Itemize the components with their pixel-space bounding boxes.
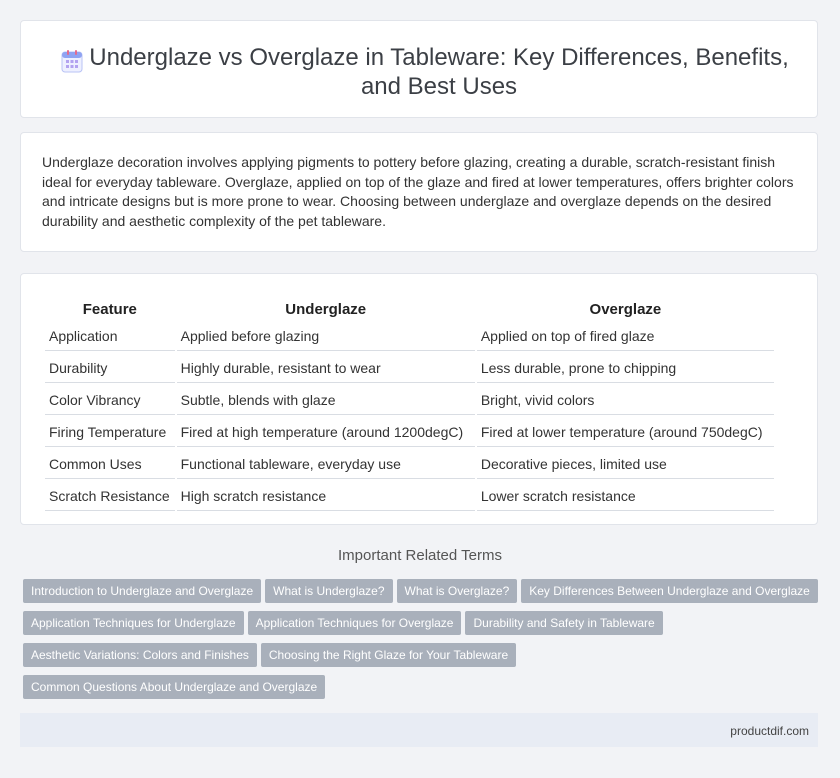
header-feature: Feature (82, 300, 137, 318)
table-row (45, 449, 774, 479)
related-tag-what-overglaze[interactable]: What is Overglaze? (397, 579, 518, 603)
underglaze-cell: Subtle, blends with glaze (177, 385, 475, 415)
related-terms-heading: Important Related Terms (338, 547, 502, 564)
overglaze-cell: Bright, vivid colors (477, 385, 774, 415)
table-row (45, 417, 774, 447)
table-row (45, 353, 774, 383)
overglaze-cell: Fired at lower temperature (around 750degC) (477, 417, 774, 447)
feature-cell: Scratch Resistance (45, 481, 175, 511)
underglaze-cell: Highly durable, resistant to wear (177, 353, 475, 383)
table-header-row (45, 298, 774, 319)
header-overglaze: Overglaze (589, 300, 662, 318)
related-tag-what-underglaze[interactable]: What is Underglaze? (265, 579, 392, 603)
underglaze-cell: Fired at high temperature (around 1200degC) (177, 417, 475, 447)
underglaze-cell: High scratch resistance (177, 481, 475, 511)
site-name[interactable]: productdif.com (730, 724, 809, 738)
calendar-icon (61, 49, 83, 73)
related-terms-list (23, 579, 823, 707)
feature-cell: Firing Temperature (45, 417, 175, 447)
feature-cell: Common Uses (45, 449, 175, 479)
related-tag-techniques-underglaze[interactable]: Application Techniques for Underglaze (23, 611, 244, 635)
header-card (20, 20, 818, 118)
feature-cell: Color Vibrancy (45, 385, 175, 415)
overglaze-cell: Applied on top of fired glaze (477, 321, 774, 351)
overglaze-cell: Less durable, prone to chipping (477, 353, 774, 383)
comparison-card (20, 273, 818, 525)
header-underglaze: Underglaze (285, 300, 367, 318)
related-tag-choosing-glaze[interactable]: Choosing the Right Glaze for Your Tableware (261, 643, 516, 667)
footer (20, 713, 818, 747)
related-tag-aesthetic-variations[interactable]: Aesthetic Variations: Colors and Finishes (23, 643, 257, 667)
overglaze-cell: Decorative pieces, limited use (477, 449, 774, 479)
intro-card (20, 132, 818, 252)
page-title: Underglaze vs Overglaze in Tableware: Key Differences, Benefits, and Best Uses (89, 44, 789, 100)
related-tag-techniques-overglaze[interactable]: Application Techniques for Overglaze (248, 611, 462, 635)
underglaze-cell: Functional tableware, everyday use (177, 449, 475, 479)
related-tag-common-questions[interactable]: Common Questions About Underglaze and Overglaze (23, 675, 325, 699)
feature-cell: Durability (45, 353, 175, 383)
overglaze-cell: Lower scratch resistance (477, 481, 774, 511)
table-row (45, 321, 774, 351)
related-tag-durability-safety[interactable]: Durability and Safety in Tableware (465, 611, 662, 635)
related-tag-intro[interactable]: Introduction to Underglaze and Overglaze (23, 579, 261, 603)
table-row (45, 481, 774, 511)
comparison-table (43, 296, 776, 513)
intro-paragraph: Underglaze decoration involves applying pigments to pottery before glazing, creating a durable, scratch-resistant finish ideal for everyday tableware. Overglaze, applied on top of the glaze and fired at lower temperatures, offers brighter colors and intricate designs but is more prone to wear. Choosing between underglaze and overglaze depends on the desired durability and aesthetic complexity of the pet tableware. (42, 154, 794, 229)
feature-cell: Application (45, 321, 175, 351)
related-tag-key-differences[interactable]: Key Differences Between Underglaze and Overglaze (521, 579, 818, 603)
table-row (45, 385, 774, 415)
underglaze-cell: Applied before glazing (177, 321, 475, 351)
